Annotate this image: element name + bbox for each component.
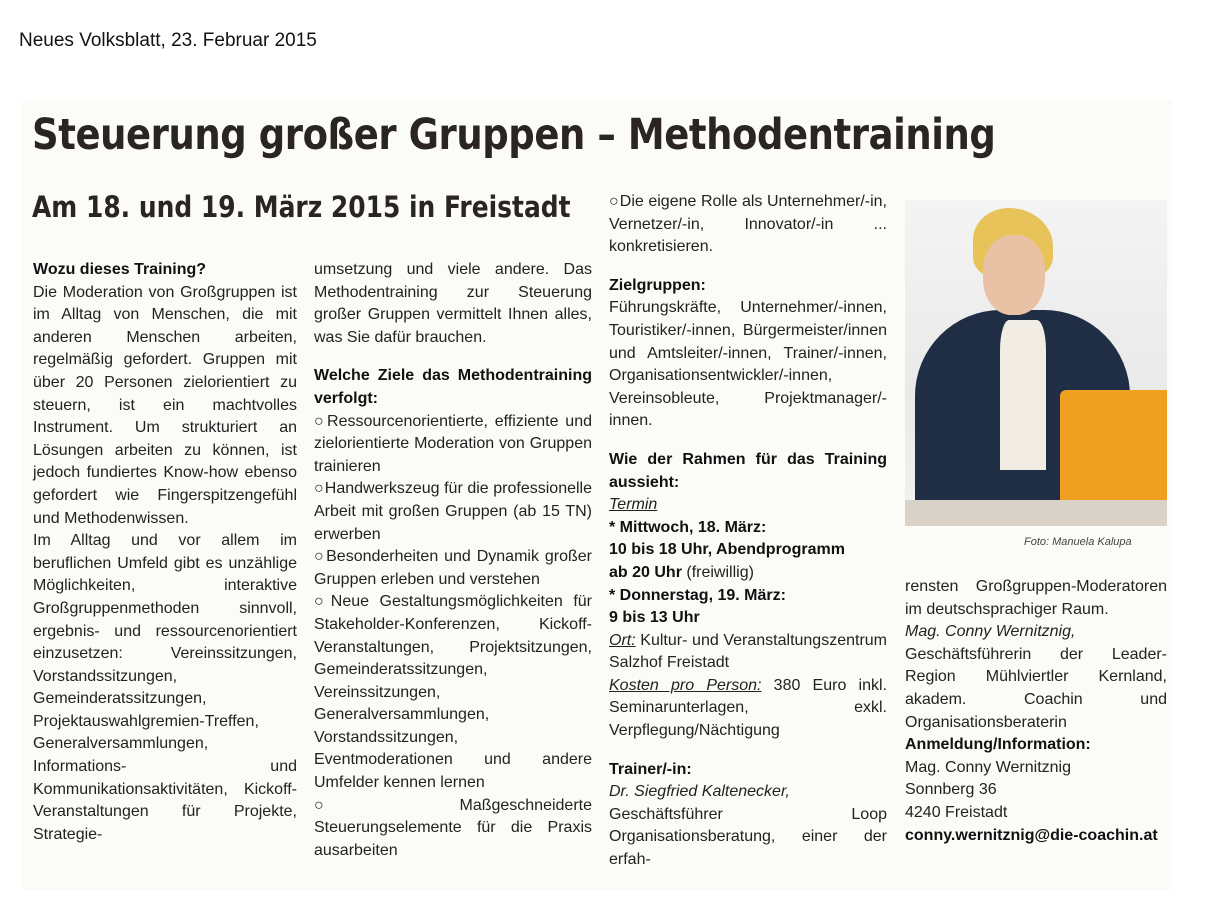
list-item: ○ Neue Gestaltungsmöglichkeiten für Stakeholder-Konferenzen, Kickoff-Veranstaltungen, Projektsitzungen, Gemeinderatssitzungen, Vereinssitzungen, Generalversammlungen, Vorstandssitzungen, Eventmoderationen und andere Umfelder kennen lernen bbox=[314, 591, 592, 794]
article-column-4 bbox=[905, 576, 1167, 847]
contact-city: 4240 Freistadt bbox=[905, 803, 1008, 821]
list-item: ○ Besonderheiten und Dynamik großer Gruppen erleben und verstehen bbox=[314, 546, 592, 591]
source-line: Neues Volksblatt, 23. Februar 2015 bbox=[19, 30, 317, 51]
paragraph: Die Moderation von Großgruppen ist im Alltag von Menschen, die mit anderen Menschen arbeiten, regelmäßig gefordert. Gruppen mit über 20 Personen zielorientiert zu steuern, ist ein machtvolles Instrument. Um strukturiert an Lösungen arbeiten zu können, ist jedoch fundiertes Know-how ebenso gefordert wie Fingerspitzengefühl und Methodenwissen. bbox=[33, 283, 297, 527]
article-column-3 bbox=[609, 191, 887, 872]
location bbox=[609, 630, 887, 675]
photo-face bbox=[983, 235, 1045, 315]
paragraph: rensten Großgruppen-Moderatoren im deutschsprachiger Raum. bbox=[905, 578, 1167, 618]
event-time: 10 bis 18 Uhr, Abendprogramm bbox=[609, 541, 845, 559]
event-time-evening: ab 20 Uhr bbox=[609, 563, 682, 581]
trainer-bio: Geschäftsführerin der Leader-Region Mühlviertler Kernland, akadem. Coachin und Organisationsberaterin bbox=[905, 645, 1167, 731]
trainer-bio: Geschäftsführer Loop Organisationsberatung, einer der erfah- bbox=[609, 805, 887, 869]
photo-shirt bbox=[1000, 320, 1046, 470]
section-heading: Welche Ziele das Methodentraining verfolgt: bbox=[314, 367, 592, 407]
section-heading: Anmeldung/Information: bbox=[905, 736, 1091, 754]
photo-desk bbox=[905, 500, 1167, 526]
location-text: Kultur- und Veranstaltungszentrum Salzhof Freistadt bbox=[609, 631, 887, 672]
contact-street: Sonnberg 36 bbox=[905, 781, 997, 799]
termin-label: Termin bbox=[609, 496, 658, 514]
section-heading: Trainer/-in: bbox=[609, 760, 692, 778]
article-column-1 bbox=[33, 259, 297, 846]
photo-caption: Foto: Manuela Kalupa bbox=[1024, 536, 1132, 548]
paragraph: Führungskräfte, Unternehmer/-innen, Touristiker/-innen, Bürgermeister/innen und Amtsleiter/-innen, Trainer/-innen, Organisationsentwickler/-innen, Vereinsobleute, Projektmanager/-innen. bbox=[609, 299, 887, 430]
article-column-2 bbox=[314, 259, 592, 862]
location-label: Ort: bbox=[609, 631, 636, 649]
section-heading: Wie der Rahmen für das Training aussieht: bbox=[609, 450, 887, 491]
section-heading: Zielgruppen: bbox=[609, 276, 706, 294]
cost bbox=[609, 675, 887, 743]
section-heading: Wozu dieses Training? bbox=[33, 261, 207, 278]
trainer-name: Dr. Siegfried Kaltenecker, bbox=[609, 783, 790, 801]
event-date: * Mittwoch, 18. März: bbox=[609, 518, 767, 536]
cost-text: 380 Euro inkl. Seminarunterlagen, exkl. Verpflegung/Nächtigung bbox=[609, 676, 888, 740]
trainer-name: Mag. Conny Wernitznig, bbox=[905, 623, 1076, 641]
list-item: ○ Die eigene Rolle als Unternehmer/-in, Vernetzer/-in, Innovator/-in ... konkretisieren. bbox=[609, 191, 887, 259]
contact-name: Mag. Conny Wernitznig bbox=[905, 758, 1071, 776]
contact-email: conny.wernitznig@die-coachin.at bbox=[905, 826, 1158, 844]
article-subheadline: Am 18. und 19. März 2015 in Freistadt bbox=[32, 190, 571, 224]
list-item: ○ Maßgeschneiderte Steuerungselemente für die Praxis ausarbeiten bbox=[314, 795, 592, 863]
article-headline: Steuerung großer Gruppen – Methodentraining bbox=[32, 110, 996, 160]
list-item: ○ Handwerkszeug für die professionelle Arbeit mit großen Gruppen (ab 15 TN) erwerben bbox=[314, 478, 592, 546]
list-item: ○ Ressourcenorientierte, effiziente und zielorientierte Moderation von Gruppen trainieren bbox=[314, 411, 592, 479]
event-time-extra bbox=[609, 562, 887, 585]
paragraph: Im Alltag und vor allem im beruflichen Umfeld gibt es unzählige Möglichkeiten, interaktive Großgruppenmethoden sinnvoll, ergebnis- und ressourcenorientiert einzusetzen: Vereinssitzungen, Vorstandssitzungen, Gemeinderatssitzungen, Projektauswahlgremien-Treffen, Generalversammlungen, Informations- und Kommunikationsaktivitäten, Kickoff-Veranstaltungen für Projekte, Strategie- bbox=[33, 532, 297, 843]
event-time-note: (freiwillig) bbox=[686, 563, 754, 581]
paragraph: umsetzung und viele andere. Das Methodentraining zur Steuerung großer Gruppen vermittelt Ihnen alles, was Sie dafür brauchen. bbox=[314, 261, 592, 346]
portrait-photo bbox=[905, 200, 1167, 526]
event-date: * Donnerstag, 19. März: bbox=[609, 586, 786, 604]
cost-label: Kosten pro Person: bbox=[609, 676, 762, 694]
event-time: 9 bis 13 Uhr bbox=[609, 609, 700, 627]
